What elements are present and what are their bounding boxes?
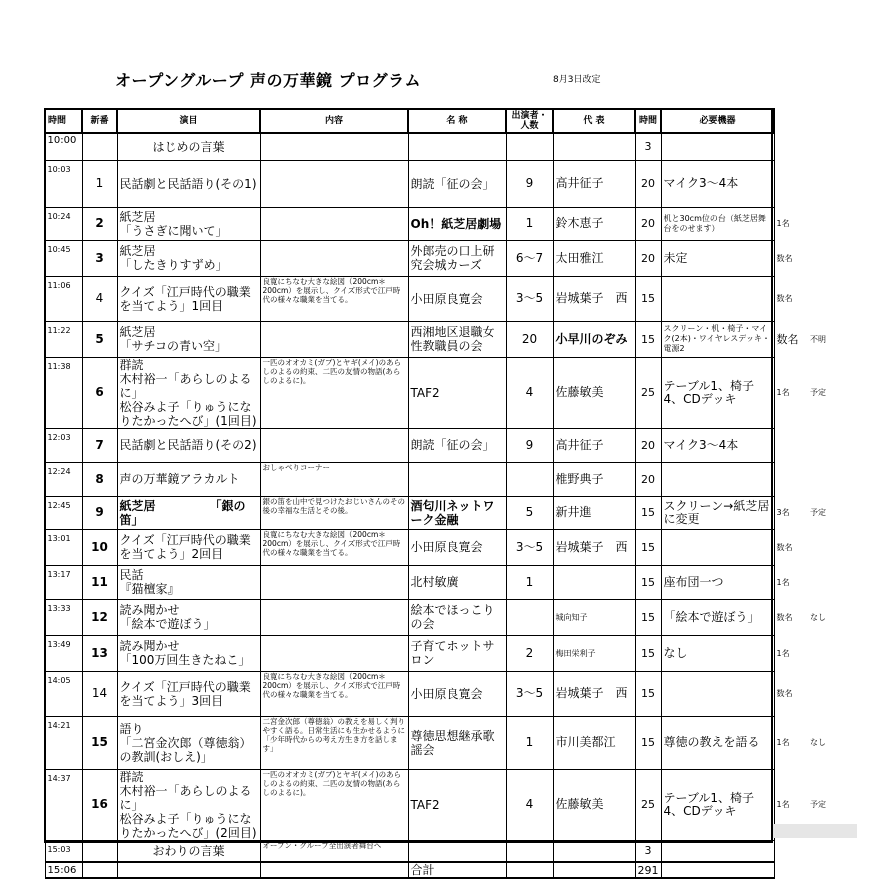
- row-content: [260, 240, 408, 276]
- row-status: [808, 133, 838, 160]
- row-performer-count: 1: [506, 565, 553, 599]
- page-title: オープングループ 声の万華鏡 プログラム: [115, 71, 421, 90]
- row-performance: 群読 木村裕一「あらしのよるに」 松谷みよ子「りゅうになりたかったへび」(1回目): [117, 357, 260, 428]
- row-time: 12:45: [45, 496, 82, 529]
- row-group-name: Oh！紙芝居劇場: [408, 207, 506, 240]
- row-staff: [774, 160, 808, 207]
- revision-date: 8月3日改定: [553, 75, 601, 85]
- row-number: 8: [82, 462, 117, 496]
- row-staff: 3名: [776, 508, 790, 517]
- table-row: [45, 840, 838, 862]
- row-duration: 25: [635, 357, 661, 428]
- row-number: 15: [82, 716, 117, 769]
- row-performer-count: 9: [506, 428, 553, 462]
- row-group-name: 朗読「征の会」: [408, 160, 506, 207]
- row-equipment: 机と30cm位の台（紙芝居舞台をのせます）: [661, 207, 774, 240]
- row-group-name: 絵本でほっこりの会: [408, 599, 506, 635]
- row-time: 12:24: [45, 462, 82, 496]
- row-performer-count: 3～5: [506, 276, 553, 321]
- row-status: [808, 671, 838, 716]
- row-performer-count: 4: [506, 769, 553, 840]
- table-row: [45, 207, 838, 240]
- row-time: 10:45: [45, 240, 82, 276]
- row-duration: 15: [635, 276, 661, 321]
- row-duration: 15: [635, 716, 661, 769]
- total-duration: 291: [635, 862, 661, 878]
- row-staff: 1名: [776, 800, 790, 809]
- row-representative: 高井征子: [553, 428, 635, 462]
- row-equipment: [661, 133, 774, 160]
- row-representative: 佐藤敏美: [553, 357, 635, 428]
- row-group-name: 尊徳思想継承歌謡会: [408, 716, 506, 769]
- row-status: [808, 428, 838, 462]
- row-staff: 1名: [776, 219, 790, 228]
- row-performance: 民話劇と民話語り(その2): [117, 428, 260, 462]
- row-equipment: 座布団一つ: [661, 565, 774, 599]
- shaded-cell: [773, 824, 857, 838]
- row-representative: 高井征子: [553, 160, 635, 207]
- row-status: [808, 529, 838, 565]
- table-row: [45, 671, 838, 716]
- row-duration: 20: [635, 462, 661, 496]
- row-number: 14: [82, 671, 117, 716]
- row-performance: 声の万華鏡アラカルト: [117, 462, 260, 496]
- row-equipment: [661, 840, 774, 862]
- row-status: [808, 840, 838, 862]
- row-representative: 鈴木恵子: [553, 207, 635, 240]
- row-time: 10:00: [45, 133, 82, 160]
- row-staff: 数名: [776, 689, 793, 698]
- row-number: [82, 840, 117, 862]
- row-duration: 3: [635, 133, 661, 160]
- row-performer-count: 9: [506, 160, 553, 207]
- row-staff: 数名: [776, 294, 793, 303]
- row-representative: 岩城葉子 西: [553, 529, 635, 565]
- row-time: 10:03: [45, 160, 82, 207]
- row-performance: 読み聞かせ 「100万回生きたねこ」: [117, 635, 260, 671]
- row-performance: 読み聞かせ 「絵本で遊ぼう」: [117, 599, 260, 635]
- row-equipment: マイク3～4本: [661, 428, 774, 462]
- row-staff: 1名: [776, 388, 790, 397]
- row-performance: クイズ「江戸時代の職業を当てよう」1回目: [117, 276, 260, 321]
- row-duration: 15: [635, 599, 661, 635]
- row-status: [808, 160, 838, 207]
- table-row: [45, 769, 838, 840]
- row-time: 12:03: [45, 428, 82, 462]
- row-staff: 1名: [776, 577, 790, 587]
- row-number: 2: [82, 207, 117, 240]
- row-time: 11:38: [45, 357, 82, 428]
- header-performance: 演目: [117, 109, 260, 133]
- row-status: [808, 207, 838, 240]
- row-group-name: 子育てホットサロン: [408, 635, 506, 671]
- row-equipment: [661, 462, 774, 496]
- row-staff: [774, 462, 808, 496]
- row-number: 16: [82, 769, 117, 840]
- row-performer-count: 6～7: [506, 240, 553, 276]
- row-content: [260, 599, 408, 635]
- row-duration: 15: [635, 321, 661, 357]
- header-equipment: 必要機器: [661, 109, 774, 133]
- row-content: 二宮金次郎（尊徳翁）の教えを易しく判りやすく語る。日常生活にも生かせるように「少年時代からの考え方生き方を話します」: [260, 716, 408, 769]
- row-content: 一匹のオオカミ(ガブ)とヤギ(メイ)のあらしのよるの約束、二匹の友情の物語(あらしのよるに)。: [260, 769, 408, 840]
- row-performance: 語り 「二宮金次郎（尊徳翁）の教訓(おしえ)」: [117, 716, 260, 769]
- total-time: 15:06: [45, 862, 82, 878]
- row-status: 予定: [810, 800, 826, 809]
- row-performance: クイズ「江戸時代の職業を当てよう」3回目: [117, 671, 260, 716]
- row-duration: 3: [635, 840, 661, 862]
- table-row: [45, 635, 838, 671]
- row-number: 4: [82, 276, 117, 321]
- row-equipment: テーブル1、椅子4、CDデッキ: [661, 357, 774, 428]
- row-staff: 数名: [776, 542, 793, 552]
- row-equipment: [661, 529, 774, 565]
- row-equipment: テーブル1、椅子4、CDデッキ: [661, 769, 774, 840]
- row-representative: 新井進: [553, 496, 635, 529]
- header-rep: 代 表: [553, 109, 635, 133]
- row-group-name: [408, 462, 506, 496]
- row-equipment: 未定: [661, 240, 774, 276]
- row-duration: 20: [635, 428, 661, 462]
- row-staff: 数名: [776, 332, 799, 346]
- row-equipment: 「絵本で遊ぼう」: [661, 599, 774, 635]
- row-representative: 岩城葉子 西: [553, 671, 635, 716]
- row-performer-count: 1: [506, 207, 553, 240]
- row-time: 11:22: [45, 321, 82, 357]
- row-equipment: マイク3～4本: [661, 160, 774, 207]
- row-content: オープン・グループ全出演者舞台へ: [260, 840, 408, 862]
- row-duration: 15: [635, 529, 661, 565]
- row-group-name: 北村敏廣: [408, 565, 506, 599]
- row-status: [808, 276, 838, 321]
- row-group-name: 小田原良寛会: [408, 671, 506, 716]
- row-time: 14:37: [45, 769, 82, 840]
- program-table: [44, 108, 839, 879]
- row-content: 銀の笛を山中で見つけたおじいさんのその後の幸福な生活とその後。: [260, 496, 408, 529]
- row-content: [260, 321, 408, 357]
- row-representative: [553, 840, 635, 862]
- row-staff: [774, 133, 808, 160]
- row-status: [808, 462, 838, 496]
- row-equipment: 尊徳の教えを語る: [661, 716, 774, 769]
- row-status: なし: [810, 612, 826, 622]
- row-content: [260, 160, 408, 207]
- row-number: 9: [82, 496, 117, 529]
- table-row: [45, 716, 838, 769]
- row-staff: 1名: [776, 648, 790, 658]
- row-group-name: TAF2: [408, 357, 506, 428]
- row-content: 一匹のオオカミ(ガブ)とヤギ(メイ)のあらしのよるの約束、二匹の友情の物語(あらしのよるに)。: [260, 357, 408, 428]
- table-row: [45, 276, 838, 321]
- row-time: 14:05: [45, 671, 82, 716]
- total-row: [45, 862, 838, 878]
- table-row: [45, 357, 838, 428]
- row-group-name: 小田原良寛会: [408, 529, 506, 565]
- row-staff: 数名: [776, 253, 793, 263]
- row-performance: 紙芝居 「したきりすずめ」: [117, 240, 260, 276]
- row-duration: 15: [635, 671, 661, 716]
- table-row: [45, 565, 838, 599]
- table-row: [45, 462, 838, 496]
- row-performer-count: 2: [506, 635, 553, 671]
- row-group-name: 酒匂川ネットワーク金融: [408, 496, 506, 529]
- row-group-name: TAF2: [408, 769, 506, 840]
- row-staff: 1名: [776, 738, 790, 747]
- row-number: 13: [82, 635, 117, 671]
- row-performer-count: [506, 462, 553, 496]
- table-row: [45, 160, 838, 207]
- row-staff: 数名: [776, 612, 793, 622]
- row-status: 予定: [810, 508, 826, 517]
- row-representative: 城向知子: [553, 599, 635, 635]
- row-content: [260, 207, 408, 240]
- row-duration: 20: [635, 240, 661, 276]
- row-performance: 紙芝居 「サチコの青い空」: [117, 321, 260, 357]
- row-group-name: 朗読「征の会」: [408, 428, 506, 462]
- row-number: 10: [82, 529, 117, 565]
- row-number: 11: [82, 565, 117, 599]
- row-status: [808, 565, 838, 599]
- row-status: [808, 240, 838, 276]
- row-performer-count: 4: [506, 357, 553, 428]
- header-row: [45, 109, 838, 133]
- row-content: 良寛にちなむ大きな絵図（200cm＊200cm）を展示し、クイズ形式で江戸時代の様々な職業を当てる。: [260, 529, 408, 565]
- header-duration: 時間: [635, 109, 661, 133]
- row-content: [260, 635, 408, 671]
- row-representative: 梅田栄利子: [553, 635, 635, 671]
- row-time: 14:21: [45, 716, 82, 769]
- row-content: おしゃべりコーナー: [260, 462, 408, 496]
- row-equipment: [661, 276, 774, 321]
- row-duration: 20: [635, 160, 661, 207]
- row-number: 6: [82, 357, 117, 428]
- row-time: 13:01: [45, 529, 82, 565]
- row-duration: 20: [635, 207, 661, 240]
- header-extra2: [808, 109, 838, 133]
- table-row: [45, 240, 838, 276]
- row-representative: 佐藤敏美: [553, 769, 635, 840]
- row-group-name: 西湘地区退職女性教職員の会: [408, 321, 506, 357]
- row-representative: 太田雅江: [553, 240, 635, 276]
- row-representative: [553, 133, 635, 160]
- row-status: 予定: [810, 388, 826, 397]
- header-extra1: [774, 109, 808, 133]
- row-time: 13:49: [45, 635, 82, 671]
- row-number: 7: [82, 428, 117, 462]
- row-performance: 群読 木村裕一「あらしのよるに」 松谷みよ子「りゅうになりたかったへび」(2回目): [117, 769, 260, 840]
- row-time: 13:33: [45, 599, 82, 635]
- header-name: 名 称: [408, 109, 506, 133]
- row-duration: 15: [635, 565, 661, 599]
- row-number: 3: [82, 240, 117, 276]
- row-group-name: 外郎売の口上研究会城カーズ: [408, 240, 506, 276]
- row-content: [260, 565, 408, 599]
- table-row: [45, 133, 838, 160]
- table-row: [45, 321, 838, 357]
- row-number: 12: [82, 599, 117, 635]
- row-performer-count: 20: [506, 321, 553, 357]
- row-performer-count: [506, 133, 553, 160]
- row-performance: 紙芝居 「銀の笛」: [117, 496, 260, 529]
- row-representative: [553, 565, 635, 599]
- row-performer-count: [506, 599, 553, 635]
- row-number: 5: [82, 321, 117, 357]
- row-staff: [774, 840, 808, 862]
- row-number: [82, 133, 117, 160]
- table-row: [45, 529, 838, 565]
- row-time: 10:24: [45, 207, 82, 240]
- row-content: [260, 133, 408, 160]
- row-content: [260, 428, 408, 462]
- row-equipment: [661, 671, 774, 716]
- row-time: 13:17: [45, 565, 82, 599]
- row-duration: 15: [635, 635, 661, 671]
- row-time: 15:03: [45, 840, 82, 862]
- row-group-name: [408, 133, 506, 160]
- row-representative: 市川美都江: [553, 716, 635, 769]
- row-group-name: [408, 840, 506, 862]
- row-staff: [774, 428, 808, 462]
- row-representative: 小早川のぞみ: [553, 321, 635, 357]
- row-representative: 椎野典子: [553, 462, 635, 496]
- row-status: なし: [810, 738, 826, 747]
- row-equipment: スクリーン→紙芝居に変更: [661, 496, 774, 529]
- row-performance: 紙芝居 「うさぎに聞いて」: [117, 207, 260, 240]
- row-performance: 民話劇と民話語り(その1): [117, 160, 260, 207]
- row-performance: クイズ「江戸時代の職業を当てよう」2回目: [117, 529, 260, 565]
- row-status: [808, 635, 838, 671]
- row-duration: 15: [635, 496, 661, 529]
- header-count: 出演者・人数: [506, 109, 553, 133]
- row-number: 1: [82, 160, 117, 207]
- row-performance: おわりの言葉: [117, 840, 260, 862]
- row-performance: はじめの言葉: [117, 133, 260, 160]
- row-duration: 25: [635, 769, 661, 840]
- header-num: 新番: [82, 109, 117, 133]
- row-content: 良寛にちなむ大きな絵図（200cm＊200cm）を展示し、クイズ形式で江戸時代の様々な職業を当てる。: [260, 276, 408, 321]
- row-performance: 民話 『猫檀家』: [117, 565, 260, 599]
- row-performer-count: 5: [506, 496, 553, 529]
- header-time: 時間: [45, 109, 82, 133]
- row-status: 不明: [810, 334, 826, 344]
- row-content: 良寛にちなむ大きな絵図（200cm＊200cm）を展示し、クイズ形式で江戸時代の様々な職業を当てる。: [260, 671, 408, 716]
- row-equipment: スクリーン・机・椅子・マイク(2本)・ワイヤレスデッキ・電源2: [661, 321, 774, 357]
- row-performer-count: [506, 840, 553, 862]
- total-label: 合計: [408, 862, 506, 878]
- row-time: 11:06: [45, 276, 82, 321]
- row-equipment: なし: [661, 635, 774, 671]
- row-performer-count: 3～5: [506, 671, 553, 716]
- table-row: [45, 496, 838, 529]
- row-performer-count: 1: [506, 716, 553, 769]
- row-performer-count: 3～5: [506, 529, 553, 565]
- table-row: [45, 428, 838, 462]
- row-group-name: 小田原良寛会: [408, 276, 506, 321]
- table-row: [45, 599, 838, 635]
- header-content: 内容: [260, 109, 408, 133]
- row-representative: 岩城葉子 西: [553, 276, 635, 321]
